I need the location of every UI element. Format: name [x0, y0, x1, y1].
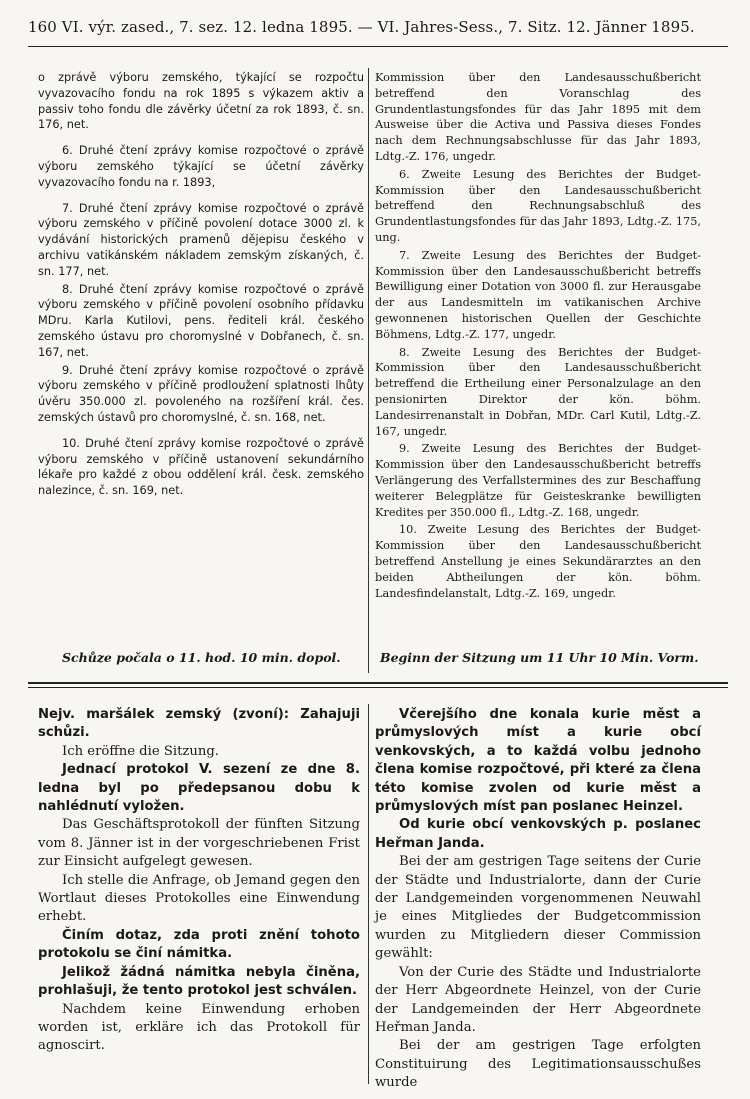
czech-statement: Od kurie obcí venkovských p. poslanec Heřman Janda. — [375, 817, 701, 851]
czech-statement: Jelikož žádná námitka nebyla činěna, prohlašuji, že tento protokol jest schválen. — [38, 964, 360, 999]
german-statement: Ich eröffne die Sitzung. — [62, 743, 219, 759]
german-statement: Ich stelle die Anfrage, ob Jemand gegen den Wortlaut dieses Protokolles eine Einwendung erhebt. — [38, 872, 360, 925]
agenda-item: 8. Druhé čtení zprávy komise rozpočtové o zprávě výboru zemského v příčině povolení osobního přídavku MDru. Karla Kutilovi, pens. řediteli král. českého zemského ústavu pro choromyslné v Dobřanech, č. sn. 167, net. — [38, 282, 364, 359]
header-rule — [28, 46, 728, 47]
german-statement: Das Geschäftsprotokoll der fünften Sitzung vom 8. Jänner ist in der vorgeschriebenen Frist zur Einsicht aufgelegt gewesen. — [38, 817, 360, 870]
column-divider-lower — [368, 704, 369, 1084]
german-statement: Bei der am gestrigen Tage erfolgten Constituirung des Legitimationsausschußes wurde — [375, 1038, 701, 1091]
speaker-opening: Nejv. maršálek zemský (zvoní): Zahajuji schůzi. — [38, 707, 360, 741]
session-start-czech: Schůze počala o 11. hod. 10 min. dopol. — [62, 650, 341, 665]
agenda-item: 10. Zweite Lesung des Berichtes der Budget-Kommission über den Landesausschußbericht betreffend Anstellung je eines Sekundärarztes an den beiden Abtheilungen der kön. böhm. Landesfindelanstalt, Ldtg.-Z. 169, ungedr. — [375, 523, 701, 600]
czech-statement: Jednací protokol V. sezení ze dne 8. ledna byl po předepsanou dobu k nahlédnutí vyložen. — [38, 762, 360, 815]
agenda-item: Kommission über den Landesausschußbericht betreffend den Voranschlag des Grundentlastungsfondes für das Jahr 1895 mit dem Ausweise über die Activa und Passiva dieses Fondes nach dem Rechnungsabschlusse für das Jahr 1893, Ldtg.-Z. 176, ungedr. — [375, 71, 701, 163]
agenda-item: 7. Zweite Lesung des Berichtes der Budget-Kommission über den Landesausschußbericht betreffs Bewilligung einer Dotation von 3000 fl. zur Herausgabe der aus Landesmitteln im vatikanischen Archive gewonnenen historischen Quellen der Geschichte Böhmens, Ldtg.-Z. 177, ungedr. — [375, 248, 701, 341]
agenda-item: 8. Zweite Lesung des Berichtes der Budget-Kommission über den Landesausschußbericht betreffend die Ertheilung einer Personalzulage an den pensionirten Direktor der kön. böhm. Landesirrenanstalt in Dobřan, MDr. Carl Kutil, Ldtg.-Z. 167, ungedr. — [375, 345, 701, 438]
czech-statement: Včerejšího dne konala kurie měst a průmyslových míst a kurie obcí venkovských, a to každá volbu jednoho člena komise rozpočtové, při které za člena této komise zvolen od kurie měst a průmyslových míst pan poslanec Heinzel. — [375, 707, 701, 815]
agenda-item: 7. Druhé čtení zprávy komise rozpočtové o zprávě výboru zemského v příčině povolení dotace 3000 zl. k vydávání historických pramenů dějepisu českého v archivu vatikánském nákladem zemským získaných, č. sn. 177, net. — [38, 201, 364, 278]
section-rule-top — [28, 682, 728, 684]
agenda-german — [375, 70, 701, 603]
german-statement: Bei der am gestrigen Tage seitens der Curie der Städte und Industrialorte, dann der Curie der Landgemeinden vorgenommenen Neuwahl je eines Mitgliedes der Budgetcommission wurden zu Mitgliedern dieser Commission gewählt: — [375, 854, 701, 962]
agenda-item: 6. Zweite Lesung des Berichtes der Budget-Kommission über den Landesausschußbericht betreffend den Rechnungsabschluß des Grundentlastungsfondes für das Jahr 1893, Ldtg.-Z. 175, ung. — [375, 167, 701, 244]
agenda-item: 9. Druhé čtení zprávy komise rozpočtové o zprávě výboru zemského v příčině prodloužení splatnosti lhůty úvěru 350.000 zl. povoleného na rozšíření král. čes. zemských ústavů pro choromyslné, č. sn. 168, net. — [38, 363, 364, 424]
german-statement: Nachdem keine Einwendung erhoben worden ist, erkläre ich das Protokoll für agnoscirt. — [38, 1001, 360, 1054]
agenda-item: 10. Druhé čtení zprávy komise rozpočtové o zprávě výboru zemského v příčině ustanovení sekundárního lékaře pro každé z obou oddělení král. česk. zemského nalezince, č. sn. 169, net. — [38, 436, 364, 498]
page-header: 160 VI. výr. zased., 7. sez. 12. ledna 1895. — VI. Jahres-Sess., 7. Sitz. 12. Jänner 1895. — [28, 18, 695, 36]
session-start-german: Beginn der Sitzung um 11 Uhr 10 Min. Vorm. — [380, 650, 699, 665]
german-statement: Von der Curie des Städte und Industrialorte der Herr Abgeordnete Heinzel, von der Curie der Landgemeinden der Herr Abgeordnete Heřman Janda. — [375, 964, 701, 1035]
proceedings-left — [38, 706, 360, 1056]
proceedings-right — [375, 706, 701, 1093]
section-rule-bottom — [28, 687, 728, 688]
agenda-item: 9. Zweite Lesung des Berichtes der Budget-Kommission über den Landesausschußbericht betreffs Verlängerung des Verfallstermines des zur Beschaffung weiterer Belegplätze für Geisteskranke bewilligten Kredites per 350.000 fl., Ldtg.-Z. 168, ungedr. — [375, 442, 701, 519]
agenda-czech — [38, 70, 364, 501]
column-divider-upper — [368, 68, 369, 673]
agenda-item: 6. Druhé čtení zprávy komise rozpočtové o zprávě výboru zemského týkající se účetní závěrky vyvazovacího fondu na r. 1893, — [38, 144, 364, 189]
agenda-item: o zprávě výboru zemského, týkající se rozpočtu vyvazovacího fondu na rok 1895 s výkazem aktiv a passiv toho fondu dle závěrky účetní za rok 1893, č. sn. 176, net. — [38, 71, 364, 132]
czech-statement: Činím dotaz, zda proti znění tohoto protokolu se činí námitka. — [38, 927, 360, 962]
